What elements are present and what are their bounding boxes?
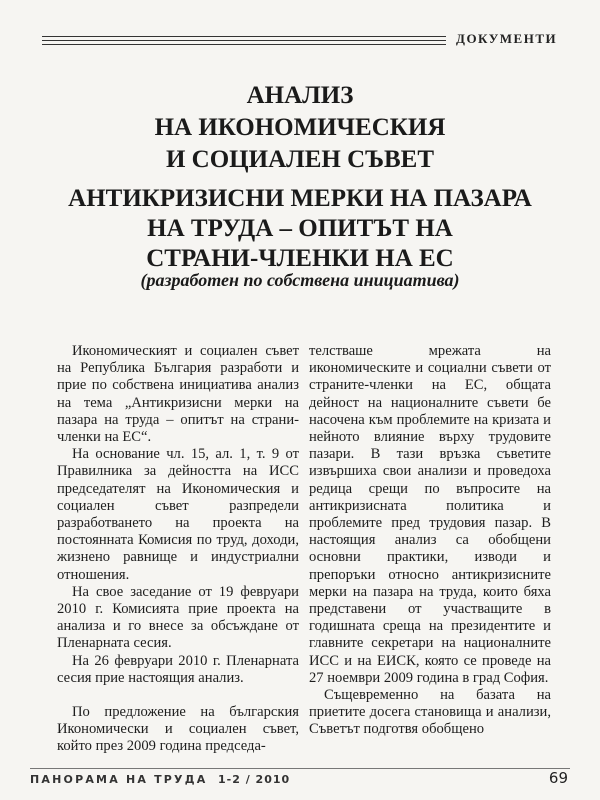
title-line: СТРАНИ-ЧЛЕНКИ НА ЕС: [146, 245, 454, 272]
paragraph: Икономическият и социален съвет на Република България разработи и прие по собствена инициатива анализ на тема „Антикризисни мерки на пазара на труда – опитът на страни-членки на ЕС“.: [57, 343, 299, 446]
body-column-left: [57, 343, 299, 756]
paragraph: Същевременно на базата на приетите досега становища и анализи, Съветът подготвя обобщено: [309, 687, 551, 738]
title-line: АНАЛИЗ: [246, 82, 354, 109]
title-line: НА ИКОНОМИЧЕСКИЯ: [154, 114, 446, 141]
footer-rule: [30, 768, 570, 769]
paragraph: На основание чл. 15, ал. 1, т. 9 от Правилника за дейността на ИСС председателят на Икономическия и социален съвет разпредели разработването на проекта на постоянната Комисия по труд, доходи, жизнено равнище и индустриални отношения.: [57, 446, 299, 583]
issue-number: 1-2 / 2010: [218, 773, 291, 786]
section-label: ДОКУМЕНТИ: [456, 31, 558, 46]
document-title-topic: [40, 184, 560, 274]
body-column-right: [309, 343, 551, 739]
paragraph: На 26 февруари 2010 г. Пленарната сесия прие настоящия анализ.: [57, 652, 299, 686]
page-number: 69: [548, 769, 568, 787]
title-line: И СОЦИАЛЕН СЪВЕТ: [165, 146, 435, 173]
paragraph: По предложение на българския Икономически и социален съвет, който през 2009 година председа-: [57, 704, 299, 755]
title-line: АНТИКРИЗИСНИ МЕРКИ НА ПАЗАРА: [68, 185, 532, 212]
document-title-org: [40, 80, 560, 176]
paragraph: телстваше мрежата на икономическите и социални съвети от страните-членки на ЕС, общата дейност на националните съвети бе насочена към проблемите на кризата и нейното влияние върху трудовите пазари. В тази връзка съветите извършиха свои анализи и проведоха редица срещи по въпросите на антикризисната политика и проблемите пред трудовия пазар. В настоящия анализ са обобщени основни практики, изводи и препоръки относно антикризисните мерки на пазара на труда, които бяха представени от участващите в годишната среща на президентите и главните секретари на националните ИСС и на ЕИСК, която се проведе на 27 ноември 2009 година в град София.: [309, 343, 551, 686]
header-rule: [42, 36, 446, 48]
document-subtitle: (разработен по собствена инициатива): [140, 270, 460, 290]
title-line: НА ТРУДА – ОПИТЪТ НА: [147, 215, 453, 242]
paragraph: На свое заседание от 19 февруари 2010 г. Комисията прие проекта на анализа и го внесе за обсъждане от Пленарната сесия.: [57, 583, 299, 652]
journal-name: ПАНОРАМА НА ТРУДА: [30, 773, 208, 786]
